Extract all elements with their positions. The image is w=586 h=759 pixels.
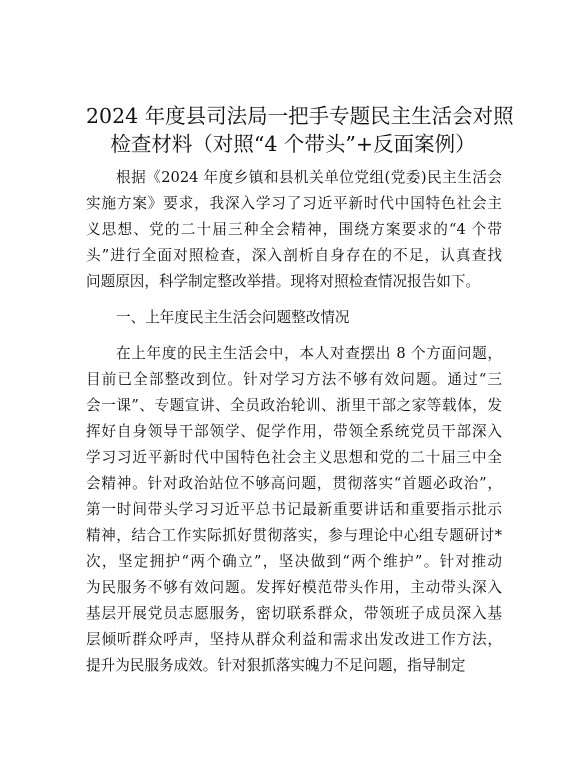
paragraph-line: 义思想、党的二十届三种全会精神，围绕方案要求的“4 个带 — [86, 221, 502, 238]
section-heading: 一、上年度民主生活会问题整改情况 — [116, 309, 350, 326]
paragraph-line: 会精神。针对政治站位不够高问题，贯彻落实“首题必政治”， — [86, 475, 502, 492]
paragraph-line: 会一课”、专题宣讲、全员政治轮训、浙里干部之家等载体，发 — [86, 397, 502, 414]
paragraph-line: 挥好自身领导干部领学、促学作用，带领全系统党员干部深入 — [86, 423, 502, 440]
paragraph-line: 头”进行全面对照检查，深入剖析自身存在的不足，认真查找 — [86, 247, 502, 264]
paragraph-line: 学习习近平新时代中国特色社会主义思想和党的二十届三中全 — [86, 449, 502, 466]
paragraph-line: 提升为民服务成效。针对狠抓落实魄力不足问题，指导制定 — [86, 657, 466, 674]
paragraph-line: 次，坚定拥护“两个确立”，坚决做到“两个维护”。针对推动 — [86, 553, 502, 570]
document-title-line-1: 2024 年度县司法局一把手专题民主生活会对照 — [86, 104, 514, 128]
paragraph-line: 基层开展党员志愿服务，密切联系群众，带领班子成员深入基 — [86, 605, 502, 622]
paragraph-line: 精神，结合工作实际抓好贯彻落实，参与理论中心组专题研讨* — [86, 527, 502, 544]
paragraph-line: 问题原因，科学制定整改举措。现将对照检查情况报告如下。 — [86, 273, 481, 290]
paragraph-line: 层倾听群众呼声，坚持从群众利益和需求出发改进工作方法， — [86, 631, 502, 648]
paragraph-line: 目前已全部整改到位。针对学习方法不够有效问题。通过“三 — [86, 371, 502, 388]
paragraph-line: 在上年度的民主生活会中，本人对查摆出 8 个方面问题， — [116, 345, 502, 362]
paragraph-line: 第一时间带头学习习近平总书记最新重要讲话和重要指示批示 — [86, 501, 502, 518]
document-title-line-2: 检查材料（对照“4 个带头”+反面案例） — [110, 132, 476, 156]
paragraph-line: 根据《2024 年度乡镇和县机关单位党组(党委)民主生活会 — [116, 169, 502, 186]
paragraph-line: 为民服务不够有效问题。发挥好模范带头作用，主动带头深入 — [86, 579, 502, 596]
paragraph-line: 实施方案》要求，我深入学习了习近平新时代中国特色社会主 — [86, 195, 502, 212]
